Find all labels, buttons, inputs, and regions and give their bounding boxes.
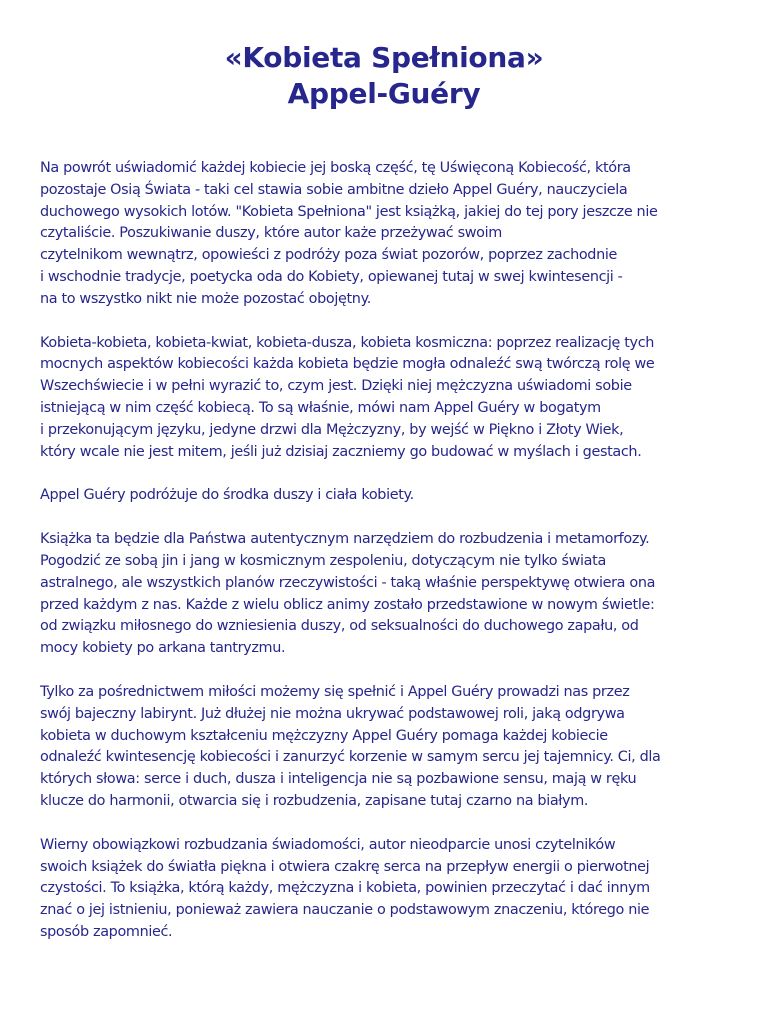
text-line: mocnych aspektów kobiecości każda kobieta będzie mogła odnaleźć swą twórczą rolę we: [40, 356, 655, 373]
document-title: [40, 40, 728, 112]
text-line: mocy kobiety po arkana tantryzmu.: [40, 640, 286, 657]
text-line: swój bajeczny labirynt. Już dłużej nie można ukrywać podstawowej roli, jaką odgrywa: [40, 705, 625, 722]
text-line: których słowa: serce i duch, dusza i inteligencja nie są pozbawione sensu, mają w ręku: [40, 771, 637, 788]
text-line: astralnego, ale wszystkich planów rzeczywistości - taką właśnie perspektywę otwiera ona: [40, 574, 656, 591]
text-line: Appel Guéry podróżuje do środka duszy i ciała kobiety.: [40, 487, 414, 504]
paragraph: [40, 682, 728, 813]
text-line: na to wszystko nikt nie może pozostać obojętny.: [40, 290, 371, 307]
title-line-1: «Kobieta Spełniona»: [224, 41, 544, 74]
text-line: przed każdym z nas. Każde z wielu oblicz animy zostało przedstawione w nowym świetle:: [40, 596, 655, 613]
text-line: Kobieta-kobieta, kobieta-kwiat, kobieta-dusza, kobieta kosmiczna: poprzez realizację tych: [40, 334, 655, 351]
text-line: i wschodnie tradycje, poetycka oda do Kobiety, opiewanej tutaj w swej kwintesencji -: [40, 268, 623, 285]
paragraph: [40, 485, 728, 507]
text-line: od związku miłosnego do wzniesienia duszy, od seksualności do duchowego zapału, od: [40, 618, 639, 635]
text-line: istniejącą w nim część kobiecą. To są właśnie, mówi nam Appel Guéry w bogatym: [40, 399, 601, 416]
title-line-2: Appel-Guéry: [287, 77, 481, 110]
text-line: Książka ta będzie dla Państwa autentycznym narzędziem do rozbudzenia i metamorfozy.: [40, 531, 650, 548]
text-line: sposób zapomnieć.: [40, 923, 173, 940]
text-line: swoich książek do światła piękna i otwiera czakrę serca na przepływ energii o pierwotnej: [40, 858, 650, 875]
text-line: odnaleźć kwintesencję kobiecości i zanurzyć korzenie w samym sercu jej tajemnicy. Ci, dla: [40, 749, 661, 766]
text-line: Na powrót uświadomić każdej kobiecie jej boską część, tę Uświęconą Kobiecość, która: [40, 160, 631, 176]
text-line: i przekonującym języku, jedyne drzwi dla Mężczyzny, by wejść w Piękno i Złoty Wiek,: [40, 421, 624, 438]
text-line: Wierny obowiązkowi rozbudzania świadomości, autor nieodparcie unosi czytelników: [40, 836, 616, 853]
document-body: [40, 158, 728, 944]
text-line: który wcale nie jest mitem, jeśli już dzisiaj zaczniemy go budować w myślach i gestach.: [40, 443, 642, 460]
text-line: czytaliście. Poszukiwanie duszy, które autor każe przeżywać swoim: [40, 225, 502, 242]
paragraph: [40, 529, 728, 660]
text-line: duchowego wysokich lotów. "Kobieta Spełniona" jest książką, jakiej do tej pory jeszcze nie: [40, 203, 658, 220]
text-line: czytelnikom wewnątrz, opowieści z podróży poza świat pozorów, poprzez zachodnie: [40, 247, 618, 264]
paragraph: [40, 333, 728, 464]
text-line: Pogodzić ze sobą jin i jang w kosmicznym zespoleniu, dotyczącym nie tylko świata: [40, 552, 606, 569]
text-line: Wszechświecie i w pełni wyrazić to, czym jest. Dzięki niej mężczyzna uświadomi sobie: [40, 378, 632, 395]
text-line: klucze do harmonii, otwarcia się i rozbudzenia, zapisane tutaj czarno na białym.: [40, 792, 589, 809]
text-line: czystości. To książka, którą każdy, mężczyzna i kobieta, powinien przeczytać i dać innym: [40, 880, 650, 897]
text-line: znać o jej istnieniu, ponieważ zawiera nauczanie o podstawowym znaczeniu, którego nie: [40, 902, 650, 919]
paragraph: [40, 158, 728, 311]
paragraph: [40, 835, 728, 944]
text-line: kobieta w duchowym kształceniu mężczyzny Appel Guéry pomaga każdej kobiecie: [40, 727, 608, 744]
text-line: pozostaje Osią Świata - taki cel stawia sobie ambitne dzieło Appel Guéry, nauczyciela: [40, 181, 628, 198]
text-line: Tylko za pośrednictwem miłości możemy się spełnić i Appel Guéry prowadzi nas przez: [40, 683, 630, 700]
